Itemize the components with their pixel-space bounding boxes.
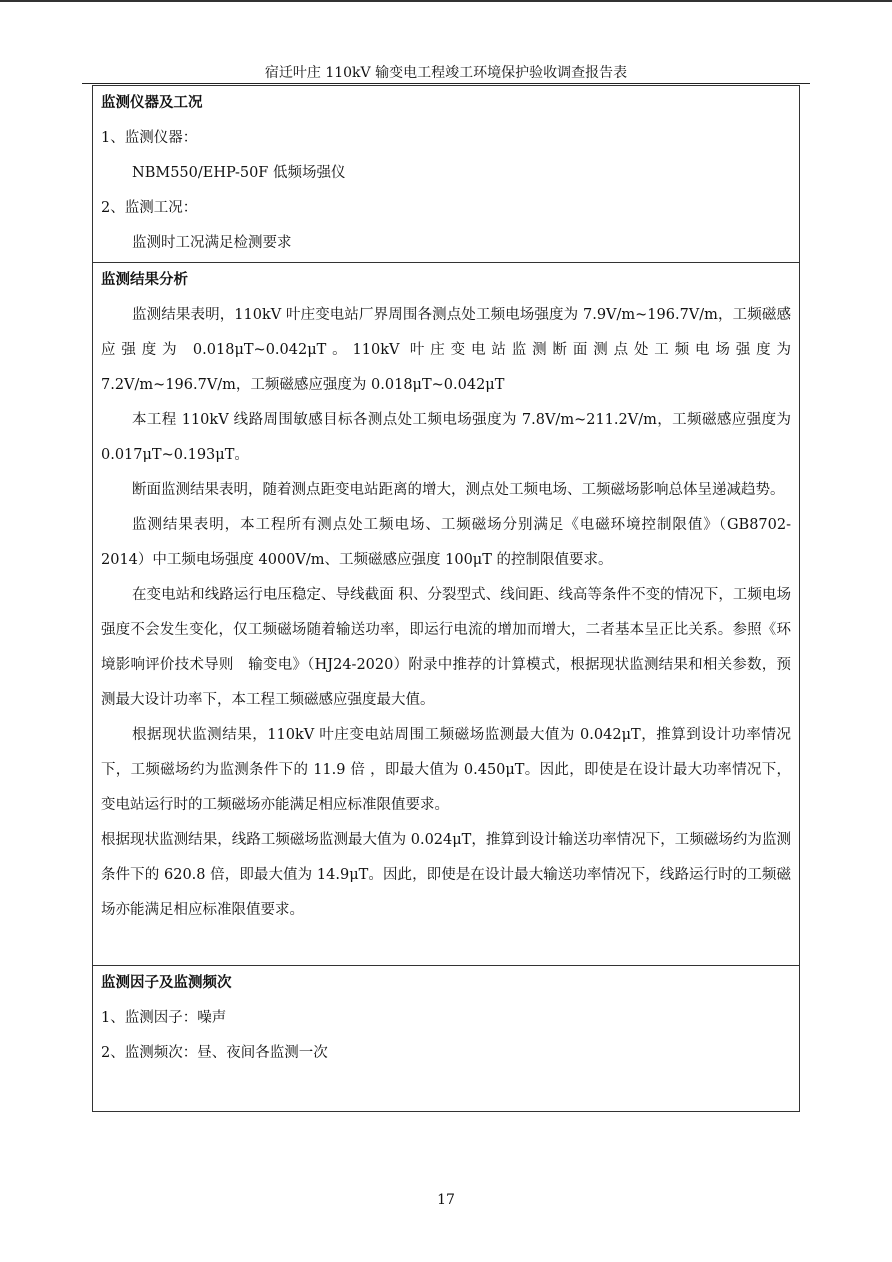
section-title-instruments: 监测仪器及工况: [101, 95, 203, 111]
condition-heading: 2、监测工况：: [101, 200, 198, 216]
condition-value: 监测时工况满足检测要求: [132, 235, 292, 251]
report-form-table: [92, 85, 800, 1112]
running-header: 宿迁叶庄 110kV 输变电工程竣工环境保护验收调查报告表: [264, 65, 628, 81]
section-analysis: [93, 263, 799, 966]
section-factors: [93, 966, 799, 1111]
header-rule: [82, 83, 810, 84]
section-instruments: [93, 86, 799, 263]
analysis-paragraph-line-max: 根据现状监测结果，线路工频磁场监测最大值为 0.024μT，推算到设计输送功率情况下，工频磁场约为监测条件下的 620.8 倍，即最大值为 14.9μT。因此，即使是在设计最大输送功率情况下，线路运行时的工频磁场亦能满足相应标准限值要求。: [101, 832, 791, 918]
section-title-factors: 监测因子及监测频次: [101, 975, 232, 991]
analysis-paragraph-substation: 监测结果表明，110kV 叶庄变电站厂界周围各测点处工频电场强度为 7.9V/m~196.7V/m，工频磁感应强度为 0.018μT~0.042μT。110kV 叶庄变电站监测断面测点处工频电场强度为 7.2V/m~196.7V/m，工频磁感应强度为 0.018μT~0.042μT: [101, 307, 791, 393]
frequency-item: 2、监测频次：昼、夜间各监测一次: [101, 1045, 328, 1061]
analysis-paragraph-standard: 监测结果表明，本工程所有测点处工频电场、工频磁场分别满足《电磁环境控制限值》（GB8702-2014）中工频电场强度 4000V/m、工频磁感应强度 100μT 的控制限值要求。: [101, 517, 791, 568]
instrument-heading: 1、监测仪器：: [101, 130, 198, 146]
analysis-paragraph-prediction: 在变电站和线路运行电压稳定、导线截面 积、分裂型式、线间距、线高等条件不变的情况下，工频电场强度不会发生变化，仅工频磁场随着输送功率，即运行电流的增加而增大，二者基本呈正比关系。参照《环境影响评价技术导则 输变电》（HJ24-2020）附录中推荐的计算模式，根据现状监测结果和相关参数，预测最大设计功率下，本工程工频磁感应强度最大值。: [101, 587, 791, 708]
analysis-paragraph-substation-max: 根据现状监测结果，110kV 叶庄变电站周围工频磁场监测最大值为 0.042μT，推算到设计功率情况下，工频磁场约为监测条件下的 11.9 倍 ，即最大值为 0.450μT。因此，即使是在设计最大功率情况下，变电站运行时的工频磁场亦能满足相应标准限值要求。: [101, 727, 791, 813]
section-title-analysis: 监测结果分析: [101, 272, 188, 288]
page-number: 17: [437, 1192, 455, 1208]
top-border-rule: [0, 0, 892, 2]
instrument-value: NBM550/EHP-50F 低频场强仪: [132, 165, 346, 181]
analysis-paragraph-line: 本工程 110kV 线路周围敏感目标各测点处工频电场强度为 7.8V/m~211.2V/m，工频磁感应强度为 0.017μT~0.193μT。: [101, 412, 791, 463]
factor-item: 1、监测因子：噪声: [101, 1010, 227, 1026]
analysis-paragraph-section: 断面监测结果表明，随着测点距变电站距离的增大，测点处工频电场、工频磁场影响总体呈递减趋势。: [132, 482, 785, 498]
